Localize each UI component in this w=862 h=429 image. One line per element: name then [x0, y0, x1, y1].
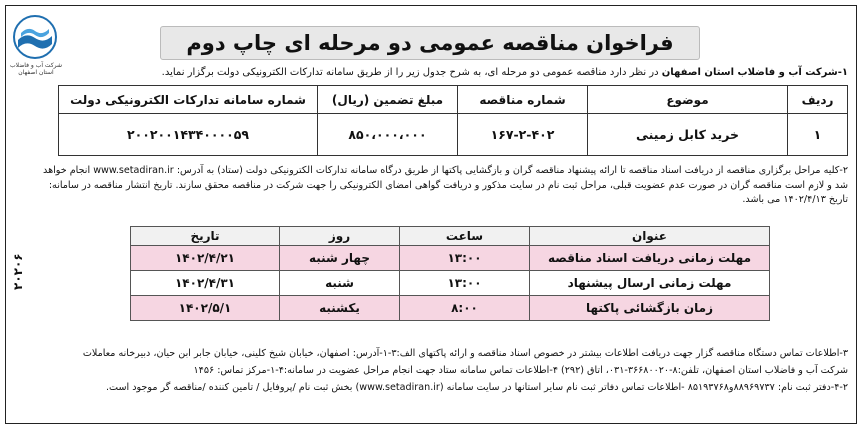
setad-number: ۲۰۰۲۰۰۱۴۳۴۰۰۰۰۵۹ — [59, 114, 318, 156]
side-code: ۲۰۲۰۶ — [11, 253, 25, 291]
tender-table-header — [59, 86, 848, 114]
schedule-date: ۱۴۰۲/۵/۱ — [131, 296, 280, 321]
schedule-time: ۸:۰۰ — [400, 296, 530, 321]
guarantee-amount: ۸۵۰،۰۰۰،۰۰۰ — [318, 114, 458, 156]
table-row — [131, 296, 770, 321]
col-row-number: ردیف — [788, 86, 848, 114]
schedule-title: زمان بازگشائی پاکتها — [530, 296, 770, 321]
col-guarantee-amount: مبلغ تضمین (ریال) — [318, 86, 458, 114]
col-time: ساعت — [400, 227, 530, 246]
schedule-date: ۱۴۰۲/۴/۲۱ — [131, 246, 280, 271]
intro-text: در نظر دارد مناقصه عمومی دو مرحله ای، به شرح جدول زیر را از طریق سامانه تدارکات الکترونیکی دولت برگزار نماید. — [161, 67, 662, 78]
schedule-time: ۱۳:۰۰ — [400, 246, 530, 271]
logo-caption: شرکت آب و فاضلاب استان اصفهان — [9, 62, 63, 76]
row-number: ۱ — [788, 114, 848, 156]
subject: خرید کابل زمینی — [588, 114, 788, 156]
col-date: تاریخ — [131, 227, 280, 246]
col-day: روز — [280, 227, 400, 246]
intro-paragraph — [28, 67, 848, 78]
contact-line-3: ۴-۲-دفتر ثبت نام: ۸۸۹۶۹۷۳۷و۸۵۱۹۳۷۶۸ -اطلاعات تماس دفاتر ثبت نام سایر استانها در سایت سامانه (www.setadiran.ir) بخش ثبت نام /پروفایل / تامین کننده /مناقصه گر موجود است. — [105, 382, 848, 393]
schedule-time: ۱۳:۰۰ — [400, 271, 530, 296]
table-row — [59, 114, 848, 156]
col-title: عنوان — [530, 227, 770, 246]
intro-company: شرکت آب و فاضلاب استان اصفهان — [661, 67, 838, 78]
schedule-day: یکشنبه — [280, 296, 400, 321]
schedule-date: ۱۴۰۲/۴/۳۱ — [131, 271, 280, 296]
intro-number: ۱- — [837, 67, 848, 78]
tender-table — [58, 85, 848, 156]
section-3-paragraph — [28, 345, 848, 396]
section-2-paragraph: ۲-کلیه مراحل برگزاری مناقصه از دریافت اسناد مناقصه تا ارائه پیشنهاد مناقصه گران و بازگشایی پاکتها از طریق درگاه سامانه تدارکات الکترونیکی دولت (ستاد) به آدرس: www.setadiran.ir انجام خواهد شد و لازم است مناقصه گران در صورت عدم عضویت قبلی، مراحل ثبت نام در سایت مذکور و دریافت گواهی امضای الکترونیکی را جهت شرکت در مناقصه محقق سازند. تاریخ انتشار مناقصه در سامانه: تاریخ ۱۴۰۲/۴/۱۳ می باشد. — [43, 165, 848, 205]
notice-title: فراخوان مناقصه عمومی دو مرحله ای چاپ دوم — [160, 26, 700, 60]
table-row — [131, 246, 770, 271]
contact-line-2: شرکت آب و فاضلاب استان اصفهان، تلفن:۸-۳۶۶۸۰۰۲۰-۰۳۱، اتاق (۲۹۲) ۴-اطلاعات تماس سامانه ستاد جهت انجام مراحل عضویت در سامانه:۴-۱-مرکز تماس: ۱۴۵۶ — [193, 365, 848, 376]
schedule-day: شنبه — [280, 271, 400, 296]
table-row — [131, 271, 770, 296]
tender-number — [458, 114, 588, 156]
schedule-title: مهلت زمانی ارسال پیشنهاد — [530, 271, 770, 296]
col-setad-number: شماره سامانه تدارکات الکترونیکی دولت — [59, 86, 318, 114]
col-subject: موضوع — [588, 86, 788, 114]
contact-line-1: ۳-اطلاعات تماس دستگاه مناقصه گزار جهت دریافت اطلاعات بیشتر در خصوص اسناد مناقصه و ارائه پاکتهای الف:۳-۱-آدرس: اصفهان، خیابان شیخ کلینی، خیابان جابر ابن حیان، دبیرخانه معاملات — [82, 348, 848, 359]
schedule-title: مهلت زمانی دریافت اسناد مناقصه — [530, 246, 770, 271]
company-logo — [12, 14, 58, 60]
schedule-day: چهار شنبه — [280, 246, 400, 271]
col-tender-number: شماره مناقصه — [458, 86, 588, 114]
tender-number-value: ۱۶۷-۲-۴۰۲ — [490, 127, 555, 142]
schedule-table-header — [131, 227, 770, 246]
schedule-table — [130, 226, 770, 321]
